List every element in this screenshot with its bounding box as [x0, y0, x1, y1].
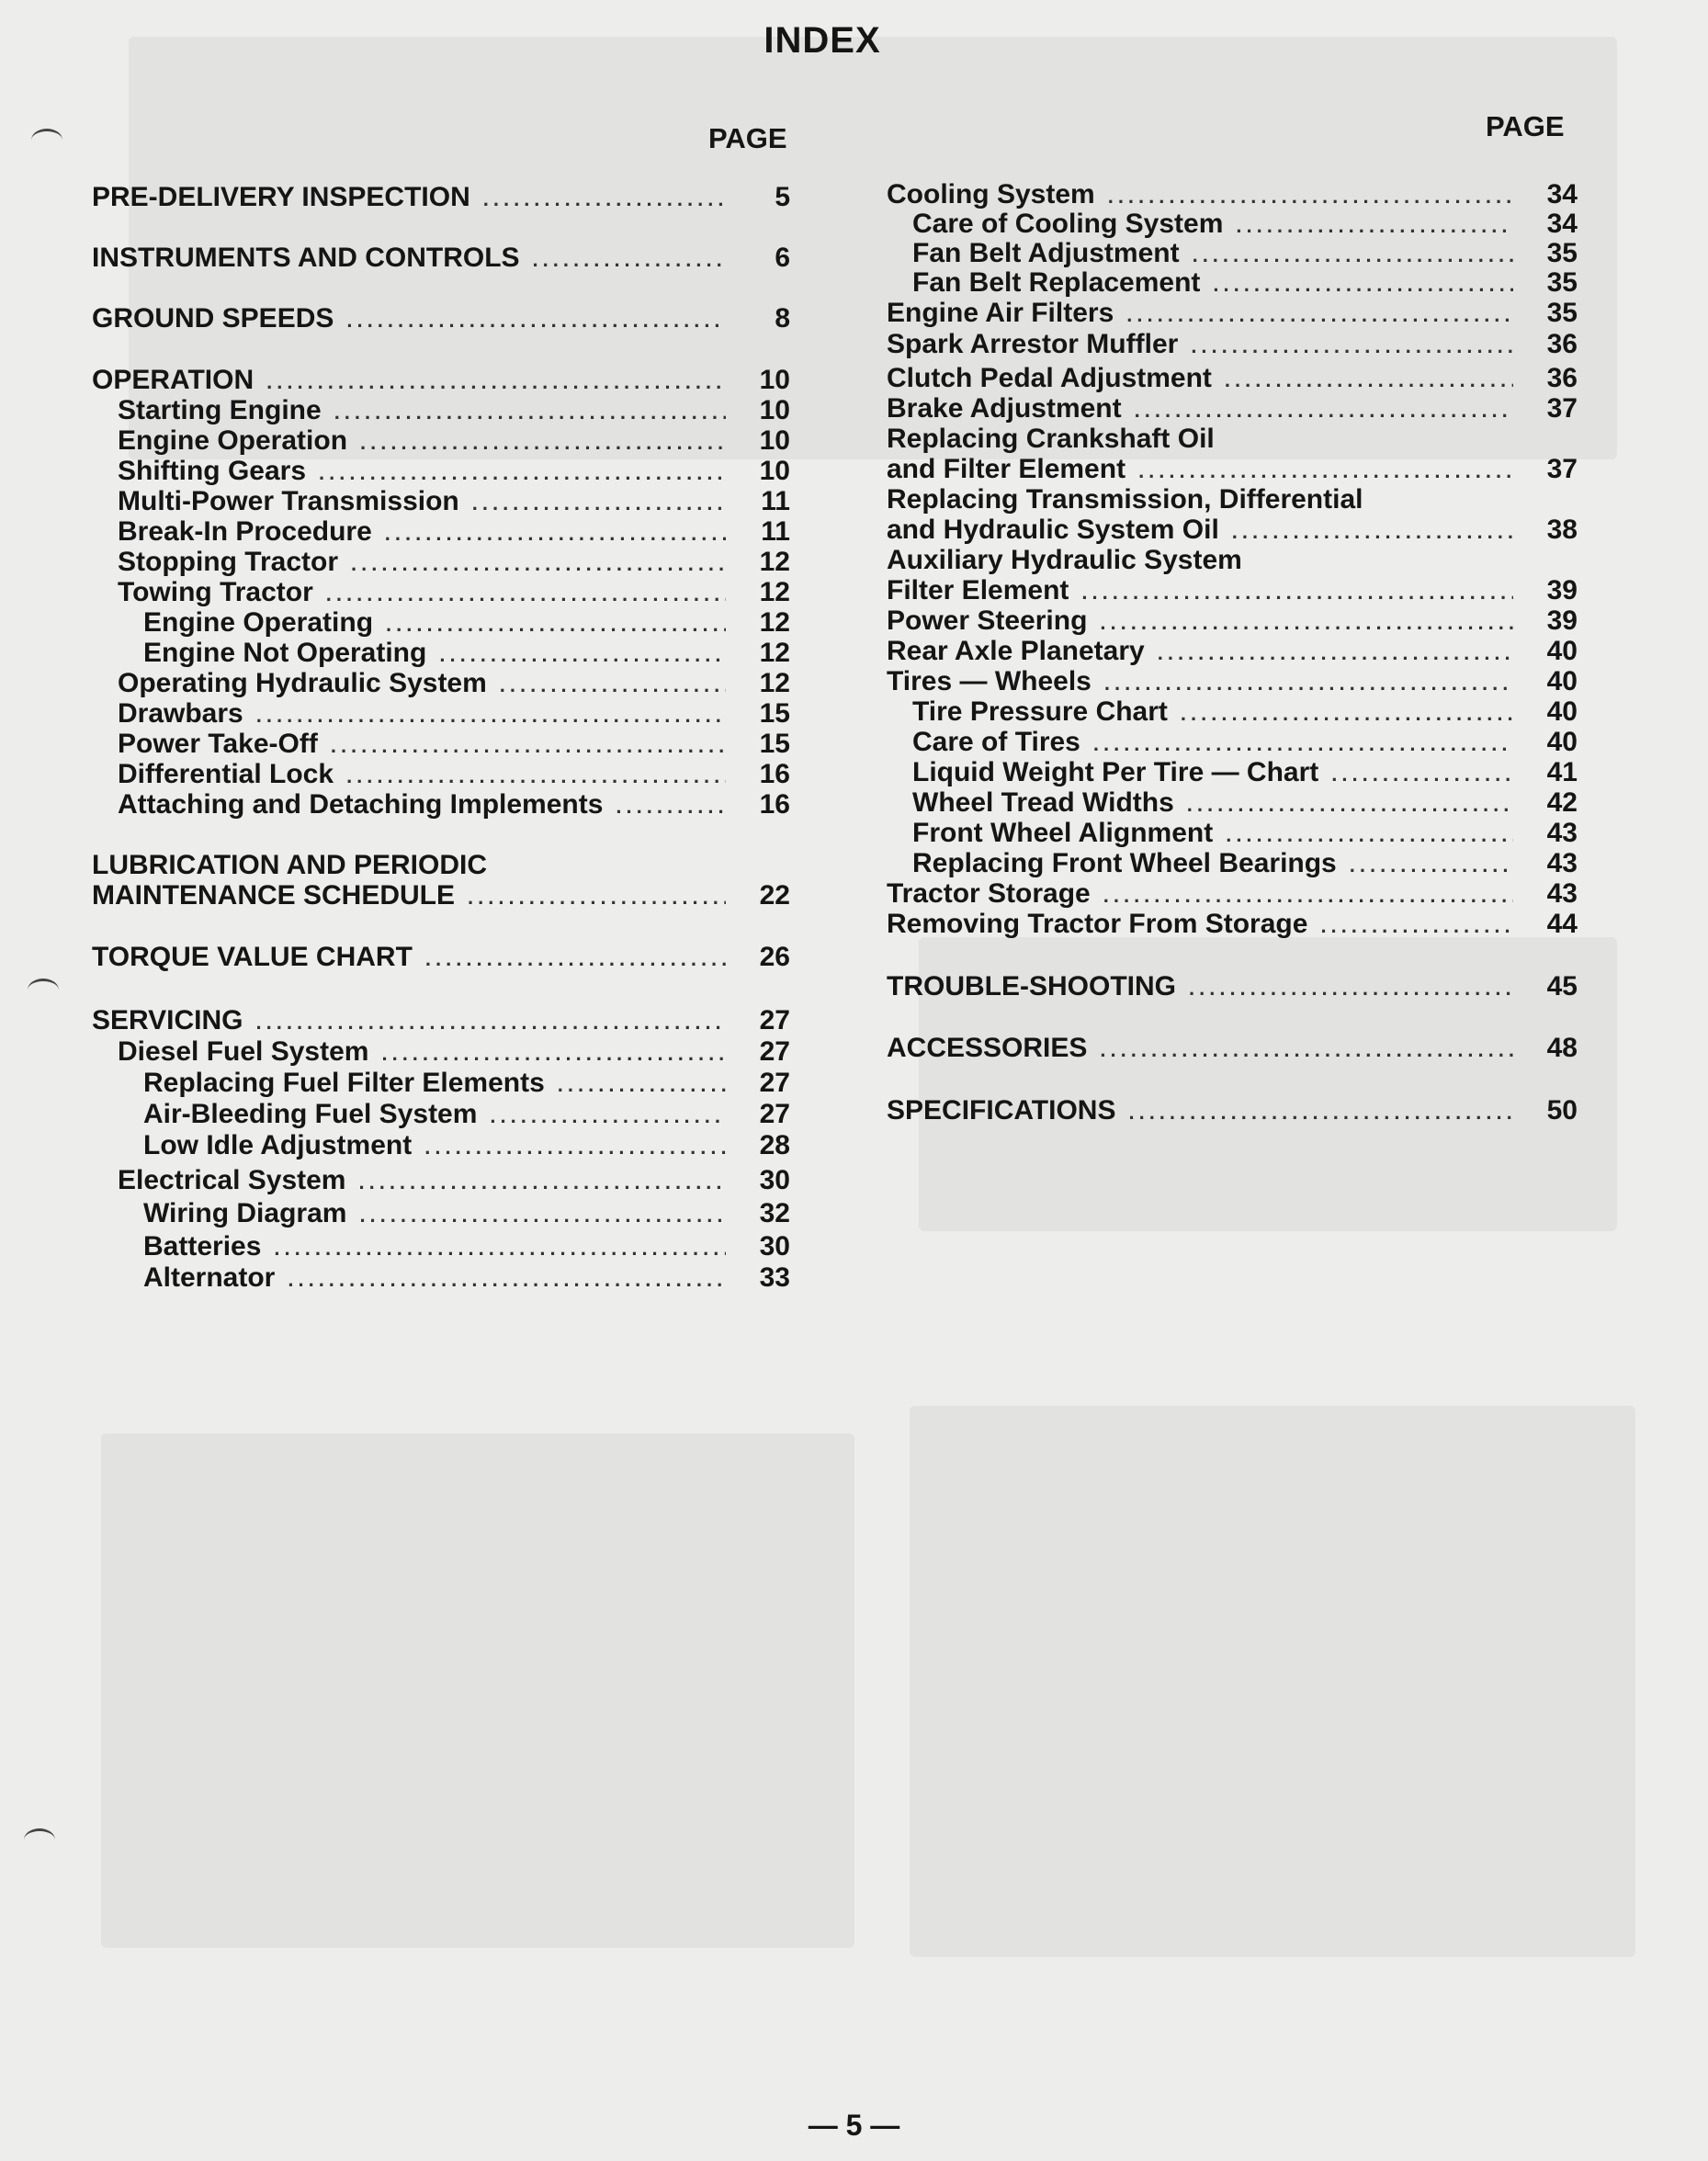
- index-entry-title: Rear Axle Planetary: [887, 636, 1145, 666]
- dot-leader: [331, 730, 726, 762]
- index-entry-title: Alternator: [143, 1262, 276, 1293]
- index-entry-title: Cooling System: [887, 179, 1095, 209]
- index-entry-title: SPECIFICATIONS: [887, 1095, 1116, 1126]
- dot-leader: [1081, 577, 1513, 608]
- index-entry-title: Engine Operating: [143, 607, 374, 638]
- index-entry: [92, 486, 790, 517]
- index-entry-page: 16: [759, 759, 790, 789]
- index-entry: [92, 1165, 790, 1196]
- index-entry-page: 30: [759, 1231, 790, 1262]
- dot-leader: [1193, 240, 1513, 271]
- binder-ring-mark: [24, 1828, 55, 1851]
- index-entry-title: Differential Lock: [118, 759, 334, 789]
- index-entry: [887, 787, 1578, 819]
- index-entry-page: 43: [1546, 848, 1578, 878]
- index-entry: [887, 179, 1578, 210]
- dot-leader: [1187, 789, 1513, 820]
- index-entry: [92, 577, 790, 608]
- index-entry-title: Care of Tires: [912, 727, 1080, 757]
- dot-leader: [346, 305, 726, 336]
- index-entry-title: Auxiliary Hydraulic System: [887, 545, 1242, 575]
- index-entry-page: 38: [1546, 515, 1578, 545]
- dot-leader: [1104, 668, 1513, 699]
- index-entry: [887, 363, 1578, 394]
- index-entry: [92, 729, 790, 760]
- dot-leader: [1189, 973, 1513, 1004]
- index-entry-page: 22: [759, 880, 790, 911]
- index-entry-title: Removing Tractor From Storage: [887, 909, 1308, 939]
- index-entry-title: Fan Belt Replacement: [912, 267, 1201, 298]
- dot-leader: [1320, 911, 1513, 942]
- index-entry-title: Engine Not Operating: [143, 638, 427, 668]
- index-entry: [92, 759, 790, 790]
- index-entry: [92, 850, 790, 881]
- index-entry-page: 39: [1546, 605, 1578, 636]
- index-entry-page: 8: [775, 303, 790, 334]
- dot-leader: [266, 367, 726, 398]
- index-entry: [92, 243, 790, 274]
- index-entry: [887, 267, 1578, 299]
- index-entry-title: Wiring Diagram: [143, 1198, 347, 1228]
- index-entry-title: SERVICING: [92, 1005, 243, 1035]
- index-entry-page: 12: [759, 577, 790, 607]
- index-entry: [92, 395, 790, 426]
- index-entry: [92, 516, 790, 548]
- dot-leader: [1128, 1097, 1513, 1128]
- dot-leader: [468, 882, 726, 913]
- dot-leader: [274, 1233, 726, 1264]
- index-entry-page: 36: [1546, 363, 1578, 393]
- index-entry-title: INSTRUMENTS AND CONTROLS: [92, 243, 520, 273]
- dot-leader: [558, 1069, 726, 1101]
- dot-leader: [1331, 759, 1513, 790]
- index-entry-title: GROUND SPEEDS: [92, 303, 334, 334]
- dot-leader: [288, 1264, 726, 1295]
- index-entry-page: 44: [1546, 909, 1578, 939]
- dot-leader: [386, 609, 726, 640]
- index-entry: [887, 454, 1578, 485]
- index-entry-page: 15: [759, 729, 790, 759]
- index-entry: [887, 238, 1578, 269]
- index-entry-title: Power Steering: [887, 605, 1088, 636]
- right-page-column-header: PAGE: [1486, 110, 1565, 142]
- dot-leader: [425, 944, 726, 975]
- index-entry: [887, 545, 1578, 576]
- index-entry: [887, 727, 1578, 758]
- dot-leader: [1350, 850, 1513, 881]
- index-entry-title: Operating Hydraulic System: [118, 668, 487, 698]
- index-entry-page: 28: [759, 1130, 790, 1160]
- index-entry-page: 12: [759, 668, 790, 698]
- binder-ring-mark: [31, 129, 62, 152]
- index-entry-title: Air-Bleeding Fuel System: [143, 1099, 478, 1129]
- index-entry-title: Tractor Storage: [887, 878, 1091, 909]
- index-entry-page: 37: [1546, 393, 1578, 424]
- index-entry-title: Stopping Tractor: [118, 547, 338, 577]
- dot-leader: [533, 244, 726, 276]
- index-entry-page: 34: [1546, 179, 1578, 209]
- index-entry: [887, 666, 1578, 697]
- dot-leader: [616, 791, 726, 822]
- index-entry-title: Tire Pressure Chart: [912, 696, 1168, 727]
- dot-leader: [358, 1167, 726, 1198]
- dot-leader: [1213, 269, 1513, 300]
- bleed-through-shape: [101, 1433, 854, 1948]
- index-entry-page: 10: [759, 456, 790, 486]
- index-entry-title: MAINTENANCE SCHEDULE: [92, 880, 456, 911]
- index-entry-title: Towing Tractor: [118, 577, 313, 607]
- index-entry-page: 12: [759, 547, 790, 577]
- index-entry-page: 39: [1546, 575, 1578, 605]
- index-entry: [92, 1068, 790, 1099]
- dot-leader: [1108, 181, 1513, 212]
- index-entry: [92, 668, 790, 699]
- index-entry: [887, 424, 1578, 455]
- dot-leader: [1158, 638, 1513, 669]
- index-entry-title: Diesel Fuel System: [118, 1036, 369, 1067]
- index-entry-page: 27: [759, 1099, 790, 1129]
- index-entry-title: ACCESSORIES: [887, 1033, 1088, 1063]
- index-entry-page: 16: [759, 789, 790, 820]
- dot-leader: [490, 1101, 726, 1132]
- index-entry-title: Liquid Weight Per Tire — Chart: [912, 757, 1319, 787]
- index-entry: [92, 1036, 790, 1068]
- index-entry-title: Engine Air Filters: [887, 298, 1114, 328]
- index-entry: [887, 515, 1578, 546]
- index-entry-page: 37: [1546, 454, 1578, 484]
- index-entry-page: 36: [1546, 329, 1578, 359]
- dot-leader: [1100, 607, 1513, 639]
- index-entry-title: Electrical System: [118, 1165, 346, 1195]
- index-entry-page: 45: [1546, 971, 1578, 1001]
- index-entry-page: 12: [759, 607, 790, 638]
- dot-leader: [472, 488, 726, 519]
- dot-leader: [1100, 1035, 1513, 1066]
- index-entry-page: 15: [759, 698, 790, 729]
- index-entry: [92, 425, 790, 457]
- dot-leader: [326, 579, 726, 610]
- index-right-column: [887, 0, 1578, 1378]
- index-entry-title: Engine Operation: [118, 425, 348, 456]
- index-entry: [887, 878, 1578, 910]
- dot-leader: [360, 427, 726, 458]
- dot-leader: [381, 1038, 726, 1069]
- index-entry-title: OPERATION: [92, 365, 255, 395]
- index-entry: [92, 789, 790, 820]
- index-entry: [92, 1231, 790, 1262]
- dot-leader: [1181, 698, 1513, 730]
- binder-ring-mark: [28, 979, 59, 1001]
- index-entry-title: Tires — Wheels: [887, 666, 1092, 696]
- index-entry-page: 40: [1546, 636, 1578, 666]
- index-entry-page: 10: [759, 365, 790, 395]
- page-number: — 5 —: [808, 2109, 900, 2142]
- index-entry-page: 34: [1546, 209, 1578, 239]
- dot-leader: [334, 397, 726, 428]
- index-entry-page: 27: [759, 1036, 790, 1067]
- dot-leader: [424, 1132, 726, 1163]
- index-entry: [887, 848, 1578, 879]
- index-entry: [887, 575, 1578, 606]
- index-entry-title: Replacing Fuel Filter Elements: [143, 1068, 545, 1098]
- index-entry-page: 26: [759, 942, 790, 972]
- index-entry-title: TORQUE VALUE CHART: [92, 942, 413, 972]
- index-entry: [92, 942, 790, 973]
- index-entry: [92, 365, 790, 396]
- dot-leader: [1225, 365, 1513, 396]
- index-entry: [92, 698, 790, 730]
- index-entry: [92, 303, 790, 334]
- index-entry-title: and Hydraulic System Oil: [887, 515, 1219, 545]
- dot-leader: [500, 670, 726, 701]
- dot-leader: [351, 549, 726, 580]
- index-entry-page: 10: [759, 425, 790, 456]
- dot-leader: [346, 761, 726, 792]
- dot-leader: [1135, 395, 1513, 426]
- page-title: INDEX: [764, 20, 881, 61]
- index-entry: [887, 696, 1578, 728]
- index-entry-title: Low Idle Adjustment: [143, 1130, 413, 1160]
- index-entry-title: Break-In Procedure: [118, 516, 372, 547]
- index-entry: [92, 547, 790, 578]
- index-entry: [887, 636, 1578, 667]
- index-entry: [887, 393, 1578, 424]
- index-entry-title: Care of Cooling System: [912, 209, 1224, 239]
- index-entry-page: 11: [761, 516, 790, 547]
- index-entry-page: 10: [759, 395, 790, 425]
- index-entry: [92, 1262, 790, 1294]
- dot-leader: [1232, 516, 1513, 548]
- index-entry-title: Front Wheel Alignment: [912, 818, 1214, 848]
- index-entry-title: TROUBLE-SHOOTING: [887, 971, 1176, 1001]
- index-entry-page: 41: [1546, 757, 1578, 787]
- dot-leader: [1103, 880, 1513, 911]
- index-entry-page: 27: [759, 1068, 790, 1098]
- dot-leader: [385, 518, 726, 549]
- index-entry-title: Fan Belt Adjustment: [912, 238, 1180, 268]
- index-entry-page: 6: [775, 243, 790, 273]
- index-entry: [92, 1005, 790, 1036]
- index-entry-title: Replacing Crankshaft Oil: [887, 424, 1215, 454]
- index-entry-page: 35: [1546, 238, 1578, 268]
- index-entry-title: Filter Element: [887, 575, 1069, 605]
- index-entry: [887, 329, 1578, 360]
- index-left-column: [92, 0, 790, 1378]
- index-entry: [887, 209, 1578, 240]
- index-entry: [887, 1095, 1578, 1126]
- dot-leader: [1126, 300, 1513, 331]
- index-entry-page: 40: [1546, 696, 1578, 727]
- dot-leader: [1093, 729, 1513, 760]
- index-entry-title: Multi-Power Transmission: [118, 486, 459, 516]
- index-entry-title: Wheel Tread Widths: [912, 787, 1174, 818]
- index-entry-page: 40: [1546, 666, 1578, 696]
- index-entry-title: Shifting Gears: [118, 456, 307, 486]
- index-entry-page: 40: [1546, 727, 1578, 757]
- index-entry-title: Attaching and Detaching Implements: [118, 789, 604, 820]
- index-entry-title: Drawbars: [118, 698, 243, 729]
- dot-leader: [439, 639, 726, 671]
- index-entry-page: 42: [1546, 787, 1578, 818]
- dot-leader: [483, 184, 726, 215]
- index-entry: [887, 971, 1578, 1002]
- index-entry: [887, 1033, 1578, 1064]
- index-entry-title: PRE-DELIVERY INSPECTION: [92, 182, 470, 212]
- index-entry: [92, 1130, 790, 1161]
- index-entry: [92, 1099, 790, 1130]
- index-entry-title: Power Take-Off: [118, 729, 318, 759]
- index-entry-title: Replacing Transmission, Differential: [887, 484, 1363, 515]
- index-entry-title: Spark Arrestor Muffler: [887, 329, 1179, 359]
- index-entry: [92, 880, 790, 911]
- dot-leader: [359, 1200, 726, 1231]
- dot-leader: [256, 700, 726, 731]
- index-entry-page: 33: [759, 1262, 790, 1293]
- dot-leader: [1138, 456, 1513, 487]
- index-entry-page: 35: [1546, 267, 1578, 298]
- index-entry: [887, 909, 1578, 940]
- index-entry-page: 30: [759, 1165, 790, 1195]
- index-entry: [92, 638, 790, 669]
- index-entry-title: Replacing Front Wheel Bearings: [912, 848, 1337, 878]
- index-entry-page: 48: [1546, 1033, 1578, 1063]
- index-entry-page: 32: [759, 1198, 790, 1228]
- index-entry-page: 35: [1546, 298, 1578, 328]
- index-entry-page: 5: [775, 182, 790, 212]
- index-entry-title: Batteries: [143, 1231, 262, 1262]
- index-entry-page: 50: [1546, 1095, 1578, 1126]
- index-entry-title: Brake Adjustment: [887, 393, 1122, 424]
- index-entry-title: Starting Engine: [118, 395, 322, 425]
- dot-leader: [1236, 210, 1513, 242]
- index-entry-title: LUBRICATION AND PERIODIC: [92, 850, 487, 880]
- index-entry: [887, 757, 1578, 788]
- index-entry-title: and Filter Element: [887, 454, 1126, 484]
- index-entry: [92, 607, 790, 639]
- dot-leader: [1191, 331, 1513, 362]
- index-entry: [887, 605, 1578, 637]
- index-entry: [887, 298, 1578, 329]
- index-entry: [92, 456, 790, 487]
- index-entry-page: 11: [761, 486, 790, 516]
- index-entry-title: Clutch Pedal Adjustment: [887, 363, 1212, 393]
- index-entry: [92, 1198, 790, 1229]
- dot-leader: [256, 1007, 727, 1038]
- index-entry: [887, 818, 1578, 849]
- dot-leader: [1226, 820, 1513, 851]
- index-entry-page: 43: [1546, 818, 1578, 848]
- bleed-through-shape: [910, 1406, 1635, 1957]
- index-entry: [92, 182, 790, 213]
- index-entry-page: 43: [1546, 878, 1578, 909]
- index-entry-page: 12: [759, 638, 790, 668]
- dot-leader: [319, 458, 726, 489]
- index-entry-page: 27: [759, 1005, 790, 1035]
- left-page-column-header: PAGE: [708, 122, 787, 154]
- index-entry: [887, 484, 1578, 515]
